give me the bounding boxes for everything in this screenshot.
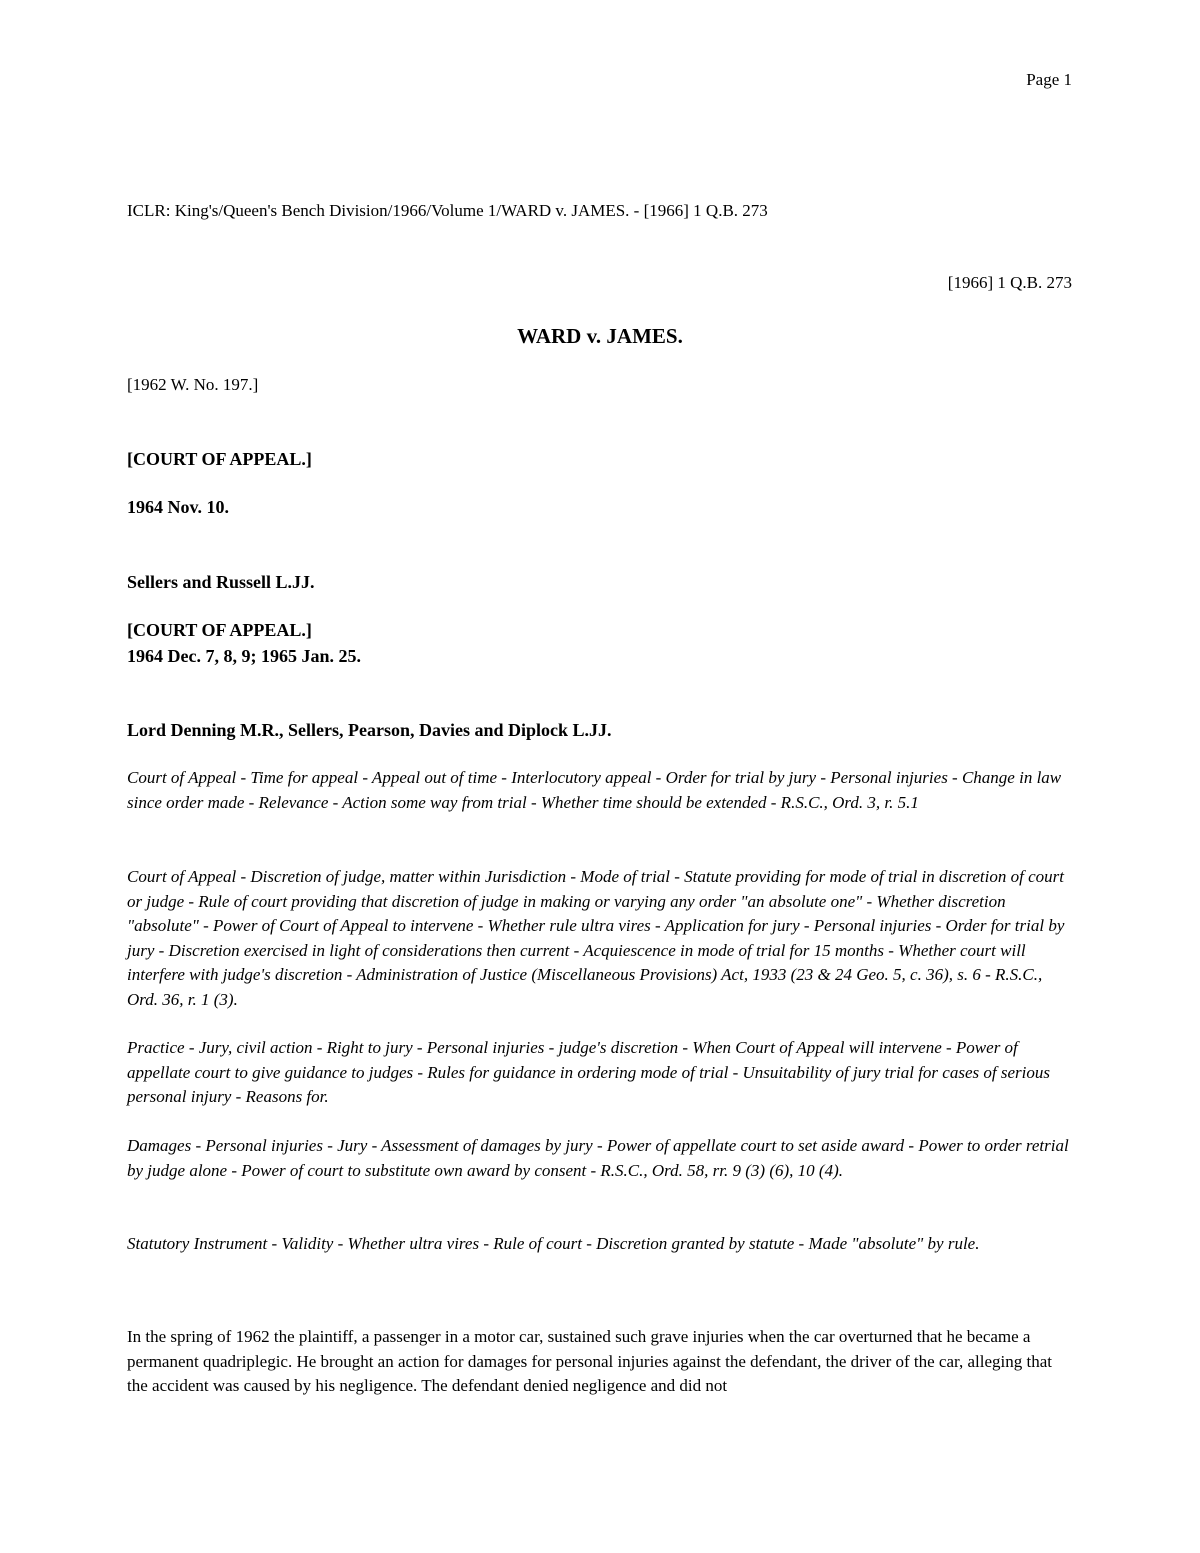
catchword-paragraph: Damages - Personal injuries - Jury - Assessment of damages by jury - Power of appellate court to set aside award - Power to order retrial by judge alone - Power of court to substitute own award by consent - R.S.C., Ord. 58, rr. 9 (3) (6), 10 (4). — [127, 1136, 1069, 1180]
second-date: 1964 Dec. 7, 8, 9; 1965 Jan. 25. — [127, 646, 361, 666]
source-line: ICLR: King's/Queen's Bench Division/1966/Volume 1/WARD v. JAMES. - [1966] 1 Q.B. 273 — [127, 201, 768, 220]
catchword-paragraph: Practice - Jury, civil action - Right to jury - Personal injuries - judge's discretion - When Court of Appeal will intervene - Power of appellate court to give guidance to judges - Rules for guidance in ordering mode of trial - Unsuitability of jury trial for cases of serious personal injury - Reasons for. — [127, 1038, 1050, 1106]
second-court: [COURT OF APPEAL.] — [127, 620, 312, 640]
body-paragraph: In the spring of 1962 the plaintiff, a passenger in a motor car, sustained such grave injuries when the car overturned that he became a permanent quadriplegic. He brought an action for damages for personal injuries against the defendant, the driver of the car, alleging that the accident was caused by his negligence. The defendant denied negligence and did not — [127, 1327, 1053, 1395]
catchword-paragraph: Court of Appeal - Time for appeal - Appeal out of time - Interlocutory appeal - Order for trial by jury - Personal injuries - Change in law since order made - Relevance - Action some way from trial - Whether time should be extended - R.S.C., Ord. 3, r. 5.1 — [127, 768, 1062, 812]
case-title: WARD v. JAMES. — [517, 324, 683, 348]
second-judges: Lord Denning M.R., Sellers, Pearson, Davies and Diplock L.JJ. — [127, 720, 612, 740]
first-date: 1964 Nov. 10. — [127, 497, 230, 517]
catchword-paragraph: Statutory Instrument - Validity - Whether ultra vires - Rule of court - Discretion granted by statute - Made "absolute" by rule. — [127, 1234, 980, 1253]
first-judges: Sellers and Russell L.JJ. — [127, 572, 315, 592]
case-number: [1962 W. No. 197.] — [127, 375, 259, 394]
catchword-paragraph: Court of Appeal - Discretion of judge, matter within Jurisdiction - Mode of trial - Statute providing for mode of trial in discretion of court or judge - Rule of court providing that discretion of judge in making or varying any order "an absolute one" - Whether discretion "absolute" - Power of Court of Appeal to intervene - Whether rule ultra vires - Application for jury - Personal injuries - Order for trial by jury - Discretion exercised in light of considerations then current - Acquiescence in mode of trial for 15 months - Whether court will interfere with judge's discretion - Administration of Justice (Miscellaneous Provisions) Act, 1933 (23 & 24 Geo. 5, c. 36), s. 6 - R.S.C., Ord. 36, r. 1 (3). — [127, 867, 1065, 1009]
first-court: [COURT OF APPEAL.] — [127, 449, 312, 469]
citation: [1966] 1 Q.B. 273 — [947, 273, 1072, 292]
page-number: Page 1 — [1026, 70, 1072, 89]
